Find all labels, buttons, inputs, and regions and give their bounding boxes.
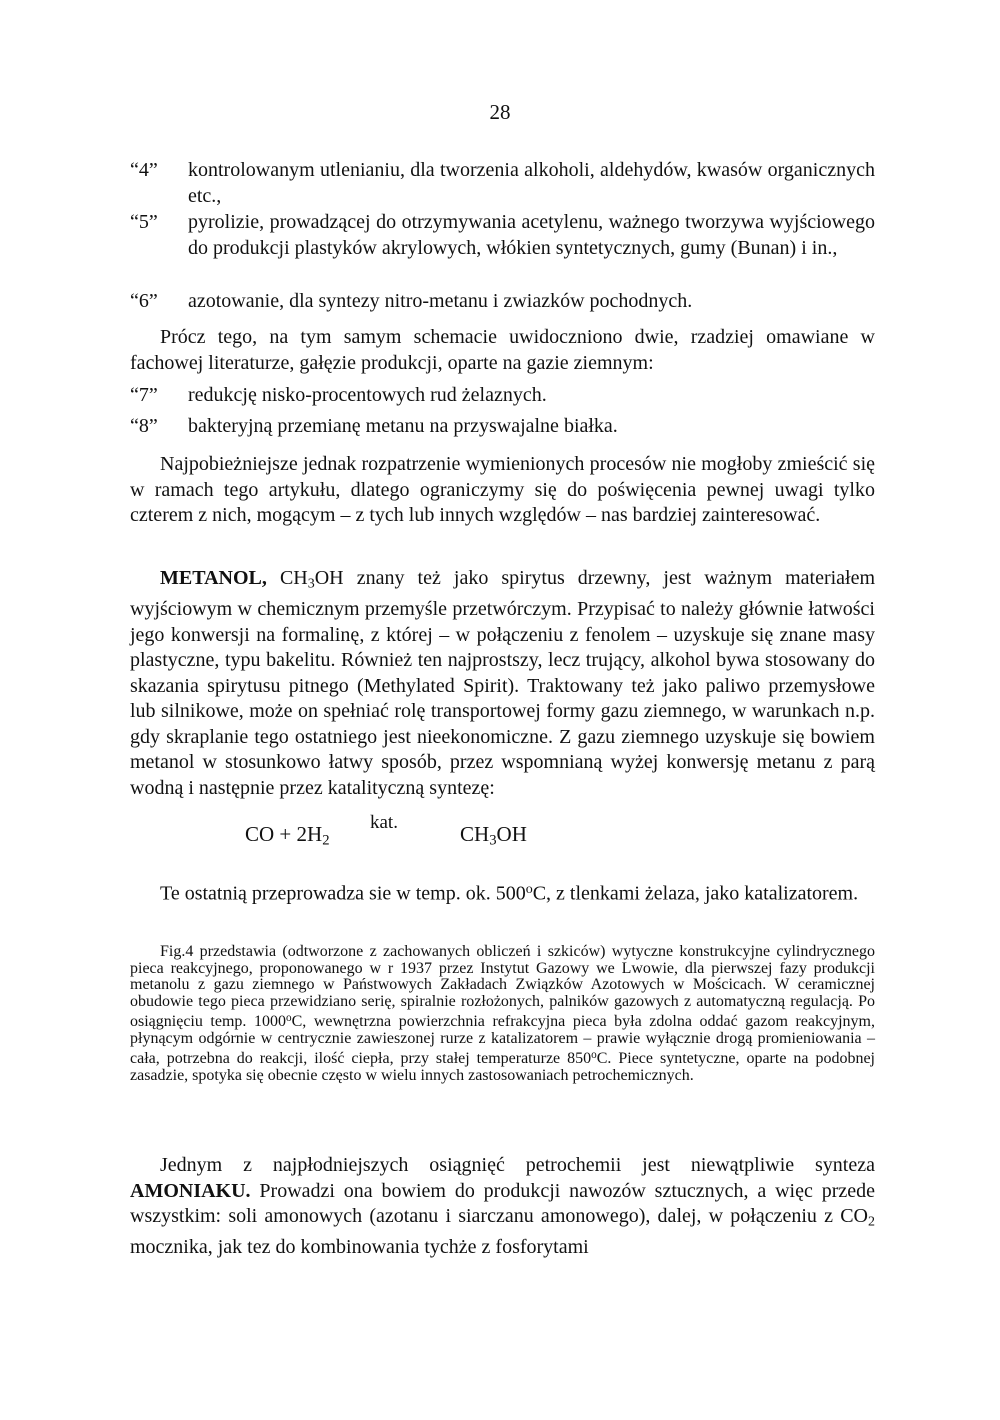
list-item-text: redukcję nisko-procentowych rud żelaznych. [188,384,547,406]
amoniak-intro: Jednym z najpłodniejszych osiągnięć petrochemii jest niewątpliwie synteza [160,1154,875,1176]
list-item [130,413,875,439]
list-item [130,209,875,261]
synthesis-equation [245,812,527,850]
metanol-paragraph [130,566,875,801]
amoniak-paragraph [130,1153,875,1261]
amoniak-text: Prowadzi ona bowiem do produkcji nawozów sztucznych, a więc przede wszystkim: soli amonowych (azotanu i siarczanu amonowego), dalej, w połączeniu z $CO_2$ mocznika, jak tez do kombinowania tychże z fosforytami [130,1179,875,1258]
temperature-paragraph: Te ostatnią przeprowadza sie w temp. ok. 500$^o$C, z tlenkami żelaza, jako katalizatorem. [160,882,859,905]
figure-caption: Fig.4 przedstawia (odtworzone z zachowanych obliczeń i szkiców) wytyczne konstrukcyjne cylindrycznego pieca reakcyjnego, proponowanego w r 1937 przez Instytut Gazowy we Lwowie, dla pierwszej fazy produkcji metanolu z gazu ziemnego w Państwowych Zakładach Związków Azotowych w Mościcach. W ceramicznej obudowie tego pieca przewidziano serię, spiralnie rozłożonych, palników gazowych z automatyczną regulacją. Po osiągnięciu temp. 1000$^o$C, wewnętrzna powierzchnia refrakcyjna pieca była zdolna oddać gazom reakcyjnym, płynącym odgórnie w centrycznie zawieszonej rurze z katalizatorem – prawie wyłącznie drogą promieniowania – cała, potrzebna do reakcji, ilość ciepła, przy stałej temperaturze 850$^o$C. Piece syntetyczne, oparte na podobnej zasadzie, spotyka się obecnie często w wielu innych zastosowaniach petrochemicznych. [130,943,876,1084]
list-item [130,382,875,408]
list-item-number: “4” [130,159,158,181]
scope-paragraph: Najpobieżniejsze jednak rozpatrzenie wymienionych procesów nie mogłoby zmieścić się w ramach tego artykułu, dlatego ograniczymy się do poświęcenia pewnej uwagi tylko czterem z nich, mogącym – z tych lub innych względów – nas bardziej zainteresować. [130,453,875,526]
list-item-number: “6” [130,290,158,312]
amoniak-heading: AMONIAKU. [130,1179,251,1202]
list-item-number: “5” [130,211,158,233]
metanol-formula: $CH_3OH$ [279,567,344,592]
list-item [130,288,875,314]
list-item-text: azotowanie, dla syntezy nitro-metanu i zwiazków pochodnych. [188,290,693,312]
intro-paragraph: Prócz tego, na tym samym schemacie uwidoczniono dwie, rzadziej omawiane w fachowej literaturze, gałęzie produkcji, oparte na gazie ziemnym: [130,326,875,374]
list-item-number: “7” [130,384,158,406]
list-item [130,157,875,209]
list-item-text: kontrolowanym utlenianiu, dla tworzenia alkoholi, aldehydów, kwasów organicznych etc., [188,159,875,207]
page-number: 28 [489,100,511,124]
list-item-number: “8” [130,415,158,437]
list-item-text: pyrolizie, prowadzącej do otrzymywania acetylenu, ważnego tworzywa wyjściowego do produkcji plastyków akrylowych, włókien syntetycznych, gumy (Bunan) i in., [188,211,875,259]
metanol-heading: METANOL, [160,567,267,589]
equation-catalyst: kat. [370,812,398,833]
list-item-text: bakteryjną przemianę metanu na przyswajalne białka. [188,415,618,437]
metanol-text: znany też jako spirytus drzewny, jest ważnym materiałem wyjściowym w chemicznym przemyśle przetwórczym. Przypisać to należy głównie łatwości jego konwersji na formalinę, z której – w połączeniu z fenolem – uzyskuje się znane masy plastyczne, typu bakelitu. Również ten najprostszy, lecz trujący, alkohol bywa stosowany do skazania spirytusu pitnego (Methylated Spirit). Traktowany też jako paliwo przemysłowe lub silnikowe, może on spełniać rolę transportowej formy gazu ziemnego, w warunkach n.p. gdy skraplanie tego ostatniego jest nieekonomiczne. Z gazu ziemnego uzyskuje się bowiem metanol w stosunkowo łatwy sposób, przez wspomnianą wyżej konwersję metanu z parą wodną i następnie przez katalityczną syntezę: [130,567,876,799]
equation-product: $CH_3OH$ [460,822,527,849]
equation-reactants: CO + $2H_2$ [245,822,330,849]
